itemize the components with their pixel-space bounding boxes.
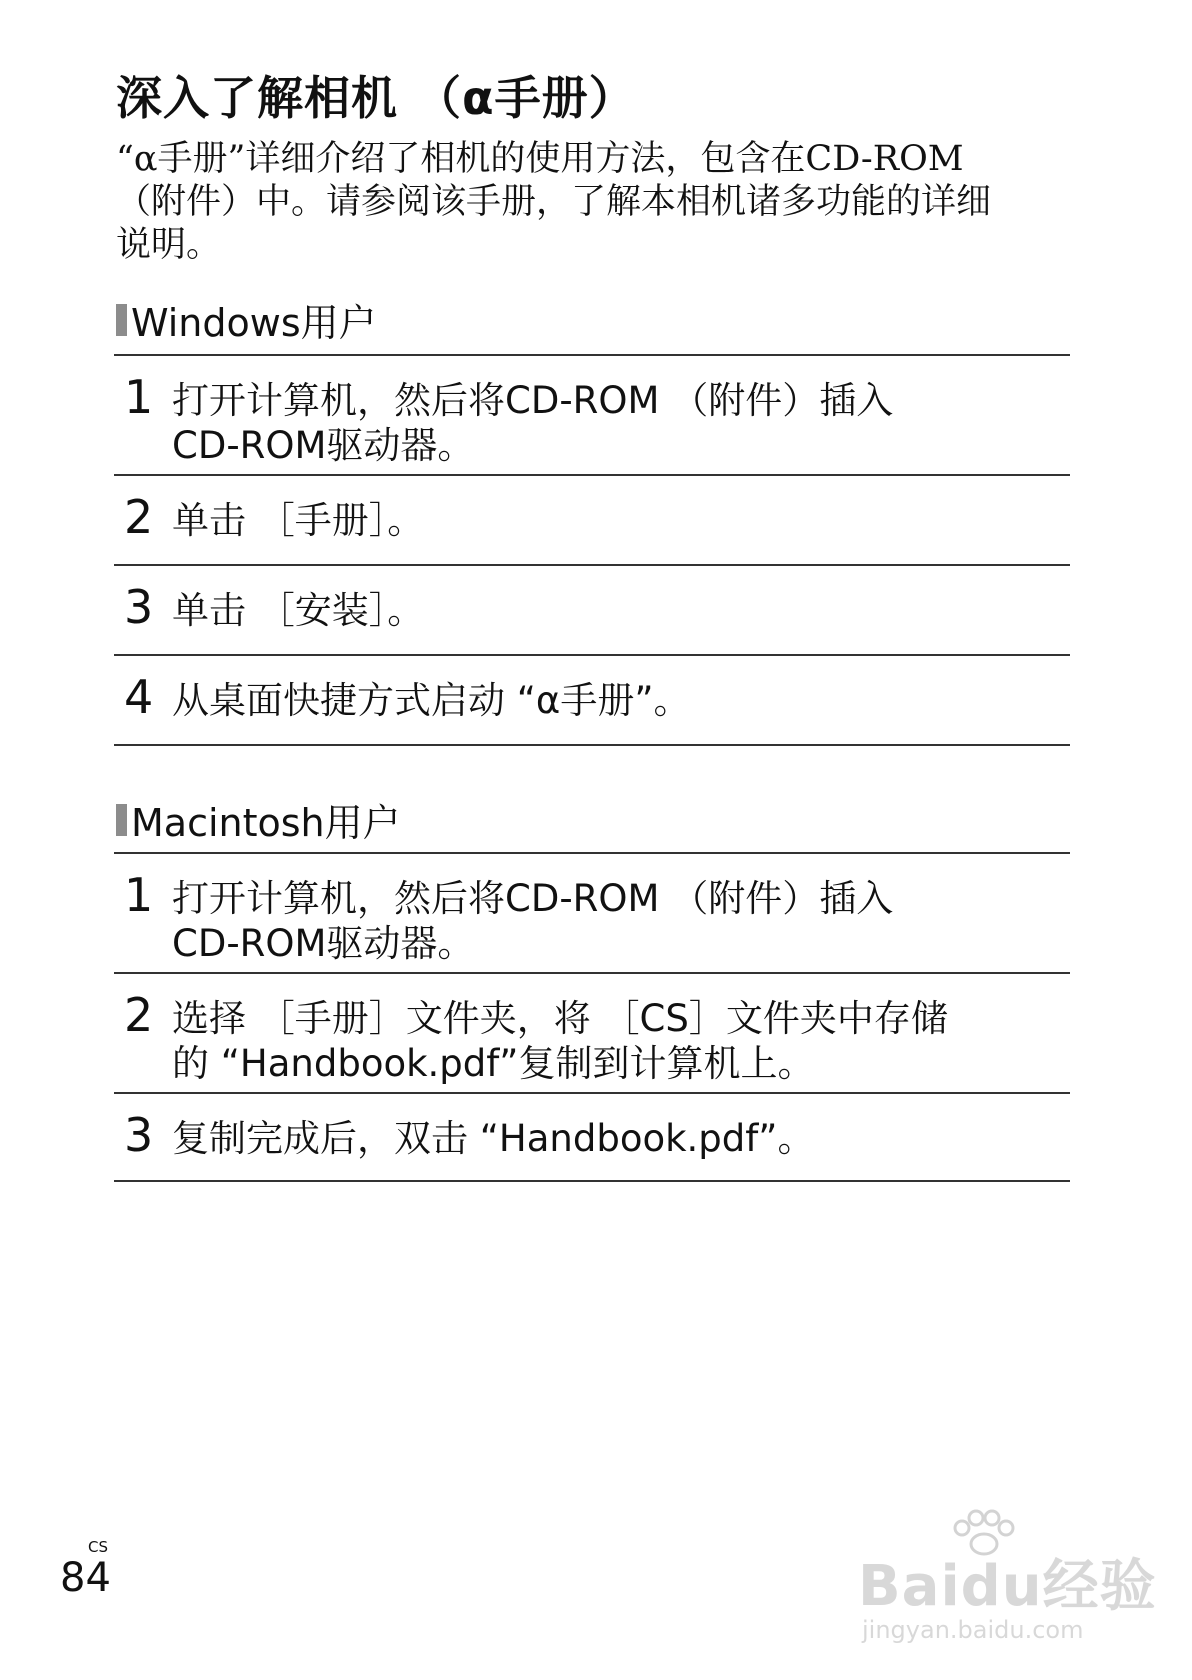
step-text	[172, 498, 1062, 543]
mac-heading	[116, 792, 401, 847]
step-line: 打开计算机，然后将CD-ROM （附件）插入	[172, 877, 894, 920]
page-language-code: CS	[88, 1538, 108, 1556]
heading-marker	[116, 304, 127, 336]
intro-line: 说明。	[116, 225, 222, 265]
step-line: 复制完成后，双击 “Handbook.pdf”。	[172, 1117, 815, 1160]
step-line: CD-ROM驱动器。	[172, 922, 475, 965]
step-number: 3	[124, 580, 154, 634]
windows-heading	[116, 292, 377, 347]
step-line: 的 “Handbook.pdf”复制到计算机上。	[172, 1042, 815, 1085]
windows-step-2	[114, 474, 1070, 564]
step-line: 打开计算机，然后将CD-ROM （附件）插入	[172, 379, 894, 422]
step-number: 2	[124, 490, 154, 544]
intro-line: “α手册”详细介绍了相机的使用方法，包含在CD-ROM	[116, 139, 964, 179]
heading-marker	[116, 804, 127, 836]
step-number: 4	[124, 670, 154, 724]
baidu-watermark	[852, 1508, 1157, 1648]
step-number: 3	[124, 1108, 154, 1162]
intro-line: （附件）中。请参阅该手册，了解本相机诸多功能的详细	[116, 182, 992, 222]
mac-step-1	[114, 852, 1070, 972]
windows-heading-label: Windows用户	[131, 301, 377, 345]
mac-heading-label: Macintosh用户	[131, 801, 401, 845]
mac-steps	[114, 852, 1070, 1182]
step-text	[172, 378, 1062, 468]
step-text	[172, 678, 1062, 723]
step-text	[172, 588, 1062, 633]
step-line: 单击 ［安装］。	[172, 589, 425, 632]
windows-step-3	[114, 564, 1070, 654]
step-text	[172, 876, 1062, 966]
windows-steps	[114, 354, 1070, 746]
intro-paragraph	[116, 138, 1076, 267]
mac-step-2	[114, 972, 1070, 1092]
watermark-brand: Baidu经验	[858, 1554, 1157, 1619]
step-line: 选择 ［手册］文件夹，将 ［CS］文件夹中存储	[172, 997, 948, 1040]
windows-step-1	[114, 354, 1070, 474]
page-number: 84	[60, 1555, 111, 1601]
step-line: CD-ROM驱动器。	[172, 424, 475, 467]
step-text	[172, 996, 1062, 1086]
step-line: 单击 ［手册］。	[172, 499, 425, 542]
page-title: 深入了解相机 （α手册）	[116, 71, 636, 125]
step-line: 从桌面快捷方式启动 “α手册”。	[172, 679, 691, 722]
step-text	[172, 1116, 1062, 1161]
watermark-url: jingyan.baidu.com	[862, 1616, 1084, 1644]
step-number: 2	[124, 988, 154, 1042]
step-number: 1	[124, 868, 154, 922]
windows-step-4	[114, 654, 1070, 746]
step-number: 1	[124, 370, 154, 424]
mac-step-3	[114, 1092, 1070, 1182]
